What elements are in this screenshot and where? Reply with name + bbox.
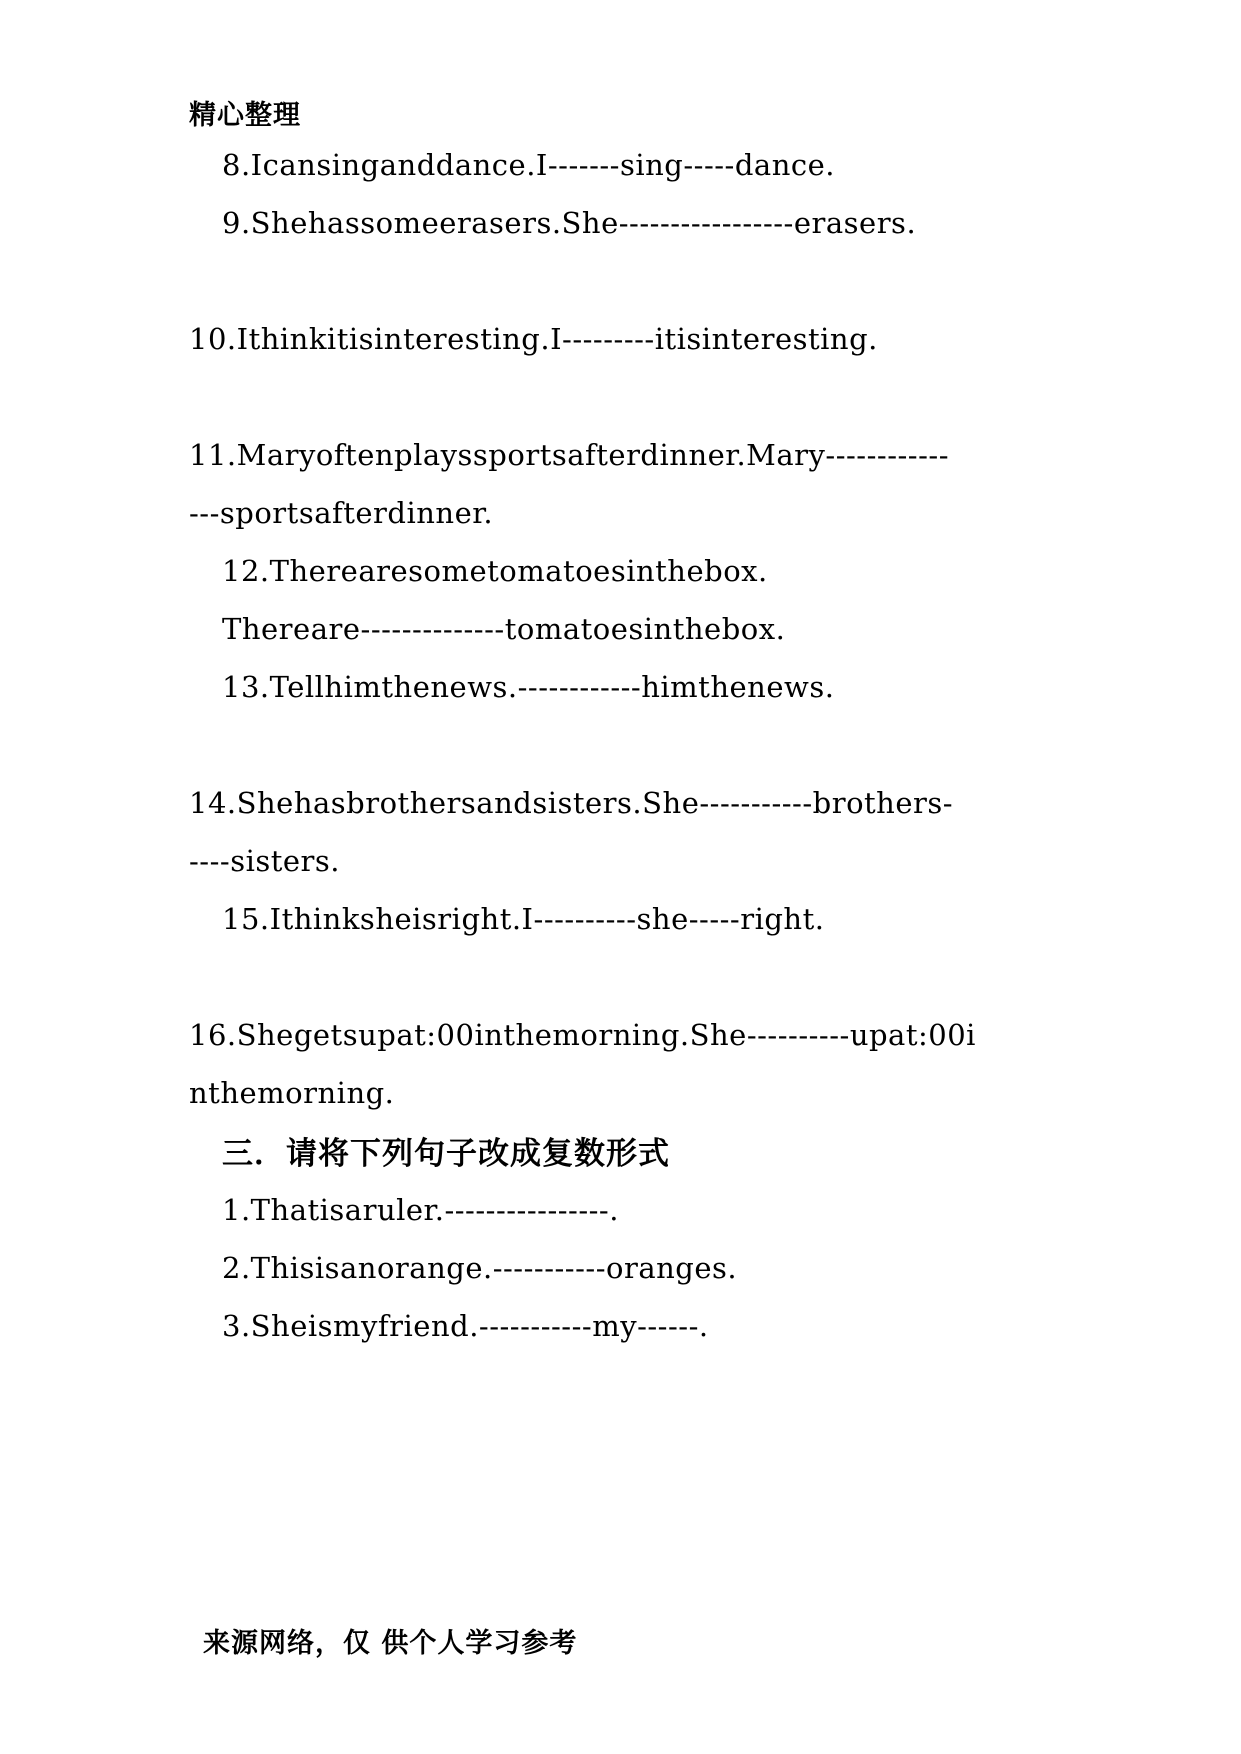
exercise-12-line-2: Thereare--------------tomatoesinthebox.	[222, 612, 786, 646]
exercise-14-line-2: ----sisters.	[189, 844, 341, 878]
exercise-13-line-1: 13.Tellhimthenews.------------himthenews.	[222, 670, 835, 704]
exercise-16-line-1: 16.Shegetsupat:00inthemorning.She----------upat:00i	[189, 1018, 976, 1052]
page-footer: 来源网络，仅 供个人学习参考	[203, 1628, 578, 1659]
exercise-11-line-1: 11.Maryoftenplayssportsafterdinner.Mary------------	[189, 438, 950, 472]
section-3-item-3: 3.Sheismyfriend.-----------my------.	[222, 1309, 709, 1343]
exercise-9-line-1: 9.Shehassomeerasers.She-----------------erasers.	[222, 206, 917, 240]
section-3-item-1: 1.Thatisaruler.----------------.	[222, 1193, 619, 1227]
exercise-12-line-1: 12.Therearesometomatoesinthebox.	[222, 554, 768, 588]
exercise-15-line-1: 15.Ithinksheisright.I----------she-----right.	[222, 902, 825, 936]
exercise-16-line-2: nthemorning.	[189, 1076, 395, 1110]
page-header: 精心整理	[189, 100, 301, 131]
exercise-10-line-1: 10.Ithinkitisinteresting.I---------itisinteresting.	[189, 322, 878, 356]
exercise-8-line-1: 8.Icansinganddance.I-------sing-----dance.	[222, 148, 836, 182]
exercise-11-line-2: ---sportsafterdinner.	[189, 496, 494, 530]
section-3-item-2: 2.Thisisanorange.-----------oranges.	[222, 1251, 738, 1285]
section-3-heading: 三．请将下列句子改成复数形式	[222, 1136, 670, 1172]
exercise-14-line-1: 14.Shehasbrothersandsisters.She-----------brothers-	[189, 786, 954, 820]
